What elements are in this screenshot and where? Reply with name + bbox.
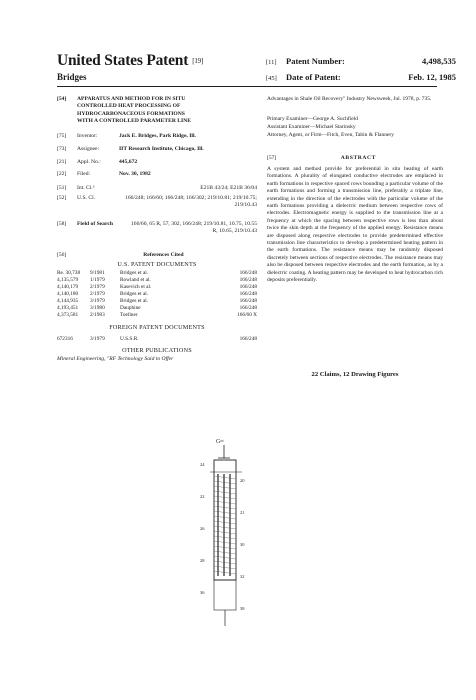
figure-lower-block [214, 580, 236, 610]
figure-hatch-line [214, 541, 236, 544]
figure-hatch-line [214, 481, 236, 484]
figure-hatching [214, 476, 236, 574]
int-cl-field: [51] Int. Cl.³ E21B 43/24; E21B 36/04 [57, 185, 257, 191]
reference-row: 4,193,451 3/1980 Dauphine 166/248 [57, 305, 257, 311]
assistant-examiner: Assistant Examiner—Michael Starinsky [267, 124, 356, 130]
field-of-search: [58] Field of Search 166/60, 65 R, 57, 302, 166/248; 219/10.81, 10.75, 10.55 R, 10.65, 219/10.43 [57, 221, 257, 235]
figure-reference-numeral: 24 [200, 462, 205, 467]
inventor-field: [75] Inventor: Jack E. Bridges, Park Ridge, Ill. [57, 133, 196, 139]
figure-reference-numeral: 22 [200, 494, 205, 499]
foreign-patent-documents-heading: FOREIGN PATENT DOCUMENTS [109, 324, 205, 331]
figure-top-label: G≈ [216, 439, 224, 445]
figure-hatch-line [214, 516, 236, 519]
figure-reference-numeral: 26 [200, 526, 205, 531]
figure-reference-numeral: 36 [200, 590, 205, 595]
figure-hatch-line [214, 546, 236, 549]
date-of-patent-row: [45] Date of Patent: Feb. 12, 1985 [266, 72, 456, 82]
figure-reference-numeral: 20 [240, 478, 245, 483]
figure-reference-numeral: 21 [240, 510, 245, 515]
figure-reference-numeral: 32 [240, 574, 245, 579]
reference-row: 4,373,581 2/1983 Toellner 166/60 X [57, 312, 257, 318]
publication-continuation: Advantages in Shale Oil Recovery" Industry Newsweek, Jul. 1978, p. 735. [267, 96, 432, 102]
patent-number: 4,498,535 [422, 56, 456, 66]
filed-field: [22] Filed: Nov. 30, 1982 [57, 171, 151, 177]
foreign-patent-documents [57, 336, 257, 343]
figure-hatch-line [214, 561, 236, 564]
date-of-patent: Feb. 12, 1985 [408, 72, 456, 82]
reference-row: Re. 30,738 9/1981 Bridges et al. 166/248 [57, 270, 257, 276]
assignee-field: [73] Assignee: IIT Research Institute, Chicago, Ill. [57, 146, 204, 152]
figure-reference-numerals [200, 462, 245, 611]
figure-hatch-line [214, 506, 236, 509]
other-publication-text: Mineral Engineering, "RF Technology Said to Offer [57, 356, 174, 362]
figure-hatch-line [214, 536, 236, 539]
figure-hatch-line [214, 566, 236, 569]
abstract-heading-row: [57] ABSTRACT [267, 155, 377, 161]
primary-examiner: Primary Examiner—George A. Suchfield [267, 116, 358, 122]
figure-electrodes [218, 474, 230, 576]
figure-reference-numeral: 30 [240, 542, 245, 547]
reference-row: 672316 3/1979 U.S.S.R. 166/248 [57, 336, 257, 342]
patent-number-row: [11] Patent Number: 4,498,535 [266, 56, 456, 66]
figure-hatch-line [214, 511, 236, 514]
reference-row: 4,140,179 2/1979 Kasevich et al. 166/248 [57, 284, 257, 290]
reference-row: 4,144,935 3/1979 Bridges et al. 166/248 [57, 298, 257, 304]
patent-drawing [196, 436, 256, 636]
claims-figures: 22 Claims, 12 Drawing Figures [311, 371, 399, 378]
figure-hatch-line [214, 486, 236, 489]
patent-title: United States Patent [19] [57, 52, 204, 69]
figure-hatch-line [214, 476, 236, 479]
figure-hatch-line [214, 556, 236, 559]
figure-hatch-line [214, 531, 236, 534]
figure-hatch-line [214, 491, 236, 494]
references-heading-row: [56] References Cited [57, 252, 184, 258]
inventor-surname: Bridges [57, 72, 87, 82]
reference-row: 4,140,180 2/1979 Bridges et al. 166/248 [57, 291, 257, 297]
figure-hatch-line [214, 521, 236, 524]
us-cl-field: [52] U.S. Cl. 166/248; 166/60; 166/248; 166/302; 219/10.81; 219/10.75; 219/10.43 [57, 195, 257, 209]
figure-hatch-line [214, 496, 236, 499]
figure-formation-block [214, 460, 236, 580]
figure-hatch-line [214, 501, 236, 504]
other-publications-heading: OTHER PUBLICATIONS [122, 347, 192, 354]
header-rule [57, 86, 437, 87]
reference-row: 4,135,579 1/1979 Rowland et al. 166/248 [57, 277, 257, 283]
figure-hatch-line [214, 571, 236, 574]
us-patent-documents-heading: U.S. PATENT DOCUMENTS [117, 261, 197, 268]
figure-reference-numeral: 28 [200, 558, 205, 563]
attorney-agent: Attorney, Agent, or Firm—Fitch, Even, Tabin & Flannery [267, 132, 395, 138]
us-patent-documents [57, 270, 257, 319]
title-field: [54] APPARATUS AND METHOD FOR IN SITU CONTROLLED HEAT PROCESSING OF HYDROCARBONACEOUS FORMATIONS WITH A CONTROLLED PARAMETER LINE [57, 96, 191, 125]
figure-hatch-line [214, 551, 236, 554]
appl-no-field: [21] Appl. No.: 445,672 [57, 159, 138, 165]
figure-hatch-line [214, 526, 236, 529]
abstract-text: A system and method provide for preferential in situ heating of earth formations. A plurality of elongated conductive electrodes are emplaced in earth formations in respective spaced rows bounding a particular volume of the earth formations and forming a transmission line, preferably a triplate line, extending in the direction of the electrodes with the particular volume of the earth formations providing a dielectric medium between respective rows of electrodes. Electromagnetic energy is supplied to the transmission line at a frequency at which the spacing between respective rows is less than about twice the skin depth at the frequency of the applied energy. Resistance means are disposed along respective electrodes to provide predetermined effective transmission line characteristics to develop a predetermined heating pattern in the earth formations. The resistance means may be randomly disposed discretely between sections of respective electrodes. The resistance means may also be disposed between respective electrodes and the earth formation, as by a dielectric coating. A heating pattern may be developed to heat hydrocarbon rich deposits preferentially. [267, 166, 443, 284]
figure-reference-numeral: 38 [240, 606, 245, 611]
